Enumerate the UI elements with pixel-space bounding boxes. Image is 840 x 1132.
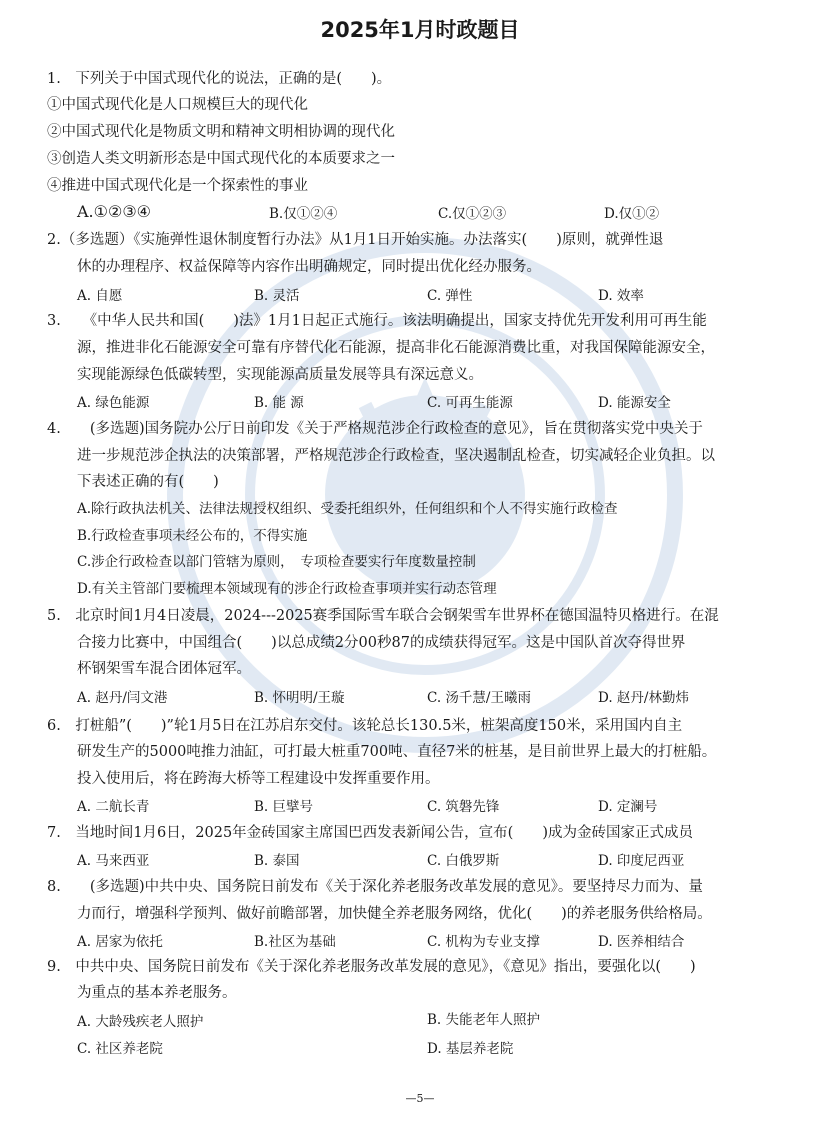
question-1-option-a: A.①②③④	[77, 202, 152, 221]
question-2-stem-line-2: 休的办理程序、权益保障等内容作出明确规定，同时提出优化经办服务。	[77, 259, 541, 275]
question-7-stem: 7. 当地时间1月6日，2025年金砖国家主席国巴西发表新闻公告，宣布( )成为金砖国家正式成员	[47, 825, 693, 841]
question-6-option-a: A. 二航长青	[77, 799, 150, 815]
question-9-option-d: D. 基层养老院	[427, 1041, 514, 1057]
question-3-option-b: B. 能 源	[254, 395, 304, 411]
question-6-stem-line-3: 投入使用后，将在跨海大桥等工程建设中发挥重要作用。	[77, 771, 440, 787]
question-2-option-b: B. 灵活	[254, 288, 300, 304]
question-2-stem-line-1: 2.（多选题）《实施弹性退休制度暂行办法》从1月1日开始实施。办法落实( )原则，就弹性退	[47, 232, 664, 248]
question-8-stem-line-1: 8. (多选题)中共中央、国务院日前发布《关于深化养老服务改革发展的意见》。要坚持尽力而为、量	[47, 879, 703, 895]
question-5-stem-line-3: 杯钢架雪车混合团体冠军。	[77, 661, 251, 677]
question-8-option-a: A. 居家为依托	[77, 934, 163, 950]
question-2-option-d: D. 效率	[598, 288, 644, 304]
question-4-option-c: C.涉企行政检查以部门管辖为原则， 专项检查要实行年度数量控制	[77, 554, 476, 570]
question-3-stem-line-1: 3. 《中华人民共和国( )法》1月1日起正式施行。该法明确提出，国家支持优先开发利用可再生能	[47, 313, 707, 329]
page-title: 2025年1月时政题目	[320, 18, 520, 42]
question-3-option-c: C. 可再生能源	[427, 395, 513, 411]
question-6-option-b: B. 巨擘号	[254, 799, 314, 815]
question-2-option-a: A. 自愿	[77, 288, 123, 304]
question-1-option-d: D.仅①②	[604, 206, 660, 222]
question-7-option-a: A. 马来西亚	[77, 853, 150, 869]
question-5-stem-line-1: 5. 北京时间1月4日凌晨，2024---2025赛季国际雪车联合会钢架雪车世界杯在德国温特贝格进行。在混	[47, 608, 719, 624]
question-1-stem: 1. 下列关于中国式现代化的说法，正确的是( )。	[47, 71, 392, 87]
question-1-statement-4: ④推进中国式现代化是一个探索性的事业	[47, 178, 308, 194]
question-9-option-a: A. 大龄残疾老人照护	[77, 1014, 204, 1030]
question-7-option-d: D. 印度尼西亚	[598, 853, 685, 869]
question-8-stem-line-2: 力而行，增强科学预判、做好前瞻部署，加快健全养老服务网络，优化( )的养老服务供给格局。	[77, 906, 712, 922]
question-5-option-b: B. 怀明明/王璇	[254, 690, 345, 706]
question-1-statement-2: ②中国式现代化是物质文明和精神文明相协调的现代化	[47, 124, 395, 140]
question-3-stem-line-2: 源，推进非化石能源安全可靠有序替代化石能源，提高非化石能源消费比重，对我国保障能源安全，	[77, 340, 715, 356]
question-1-statement-1: ①中国式现代化是人口规模巨大的现代化	[47, 97, 308, 113]
question-2-option-c: C. 弹性	[427, 288, 473, 304]
question-6-option-c: C. 筑磐先锋	[427, 799, 500, 815]
question-6-option-d: D. 定澜号	[598, 799, 658, 815]
question-5-option-c: C. 汤千慧/王曦雨	[427, 690, 531, 706]
question-9-stem-line-2: 为重点的基本养老服务。	[77, 985, 237, 1001]
question-8-option-c: C. 机构为专业支撑	[427, 934, 540, 950]
question-3-stem-line-3: 实现能源绿色低碳转型，实现能源高质量发展等具有深远意义。	[77, 367, 483, 383]
question-4-stem-line-1: 4. (多选题)国务院办公厅日前印发《关于严格规范涉企行政检查的意见》，旨在贯彻落实党中央关于	[47, 421, 703, 437]
question-8-option-d: D. 医养相结合	[598, 934, 685, 950]
question-1-statement-3: ③创造人类文明新形态是中国式现代化的本质要求之一	[47, 151, 395, 167]
question-1-option-b: B.仅①②④	[269, 206, 338, 222]
question-9-stem-line-1: 9. 中共中央、国务院日前发布《关于深化养老服务改革发展的意见》，《意见》指出，要强化以( )	[47, 959, 696, 975]
question-6-stem-line-1: 6. 打桩船”( )”轮1月5日在江苏启东交付。该轮总长130.5米，桩架高度150米，采用国内自主	[47, 718, 683, 734]
question-4-option-d: D.有关主管部门要梳理本领域现有的涉企行政检查事项并实行动态管理	[77, 581, 497, 597]
question-9-option-c: C. 社区养老院	[77, 1041, 163, 1057]
question-4-stem-line-3: 下表述正确的有( )	[77, 474, 219, 490]
question-5-option-a: A. 赵丹/闫文港	[77, 690, 168, 706]
question-7-option-c: C. 白俄罗斯	[427, 853, 500, 869]
question-8-option-b: B.社区为基础	[254, 934, 336, 950]
question-3-option-d: D. 能源安全	[598, 395, 671, 411]
question-5-stem-line-2: 合接力比赛中，中国组合( )以总成绩2分00秒87的成绩获得冠军。这是中国队首次夺得世界	[77, 635, 686, 651]
question-7-option-b: B. 泰国	[254, 853, 300, 869]
question-1-option-c: C.仅①②③	[438, 206, 507, 222]
question-3-option-a: A. 绿色能源	[77, 395, 150, 411]
question-5-option-d: D. 赵丹/林勤炜	[598, 690, 689, 706]
page-number: —5—	[405, 1092, 435, 1105]
question-4-stem-line-2: 进一步规范涉企执法的决策部署，严格规范涉企行政检查，坚决遏制乱检查，切实减轻企业负担。以	[77, 448, 715, 464]
question-9-option-b: B. 失能老年人照护	[427, 1012, 541, 1028]
question-4-option-a: A.除行政执法机关、法律法规授权组织、受委托组织外，任何组织和个人不得实施行政检查	[77, 501, 618, 517]
question-4-option-b: B.行政检查事项未经公布的，不得实施	[77, 528, 308, 544]
question-6-stem-line-2: 研发生产的5000吨推力油缸，可打最大桩重700吨、直径7米的桩基，是目前世界上最大的打桩船。	[77, 744, 717, 760]
